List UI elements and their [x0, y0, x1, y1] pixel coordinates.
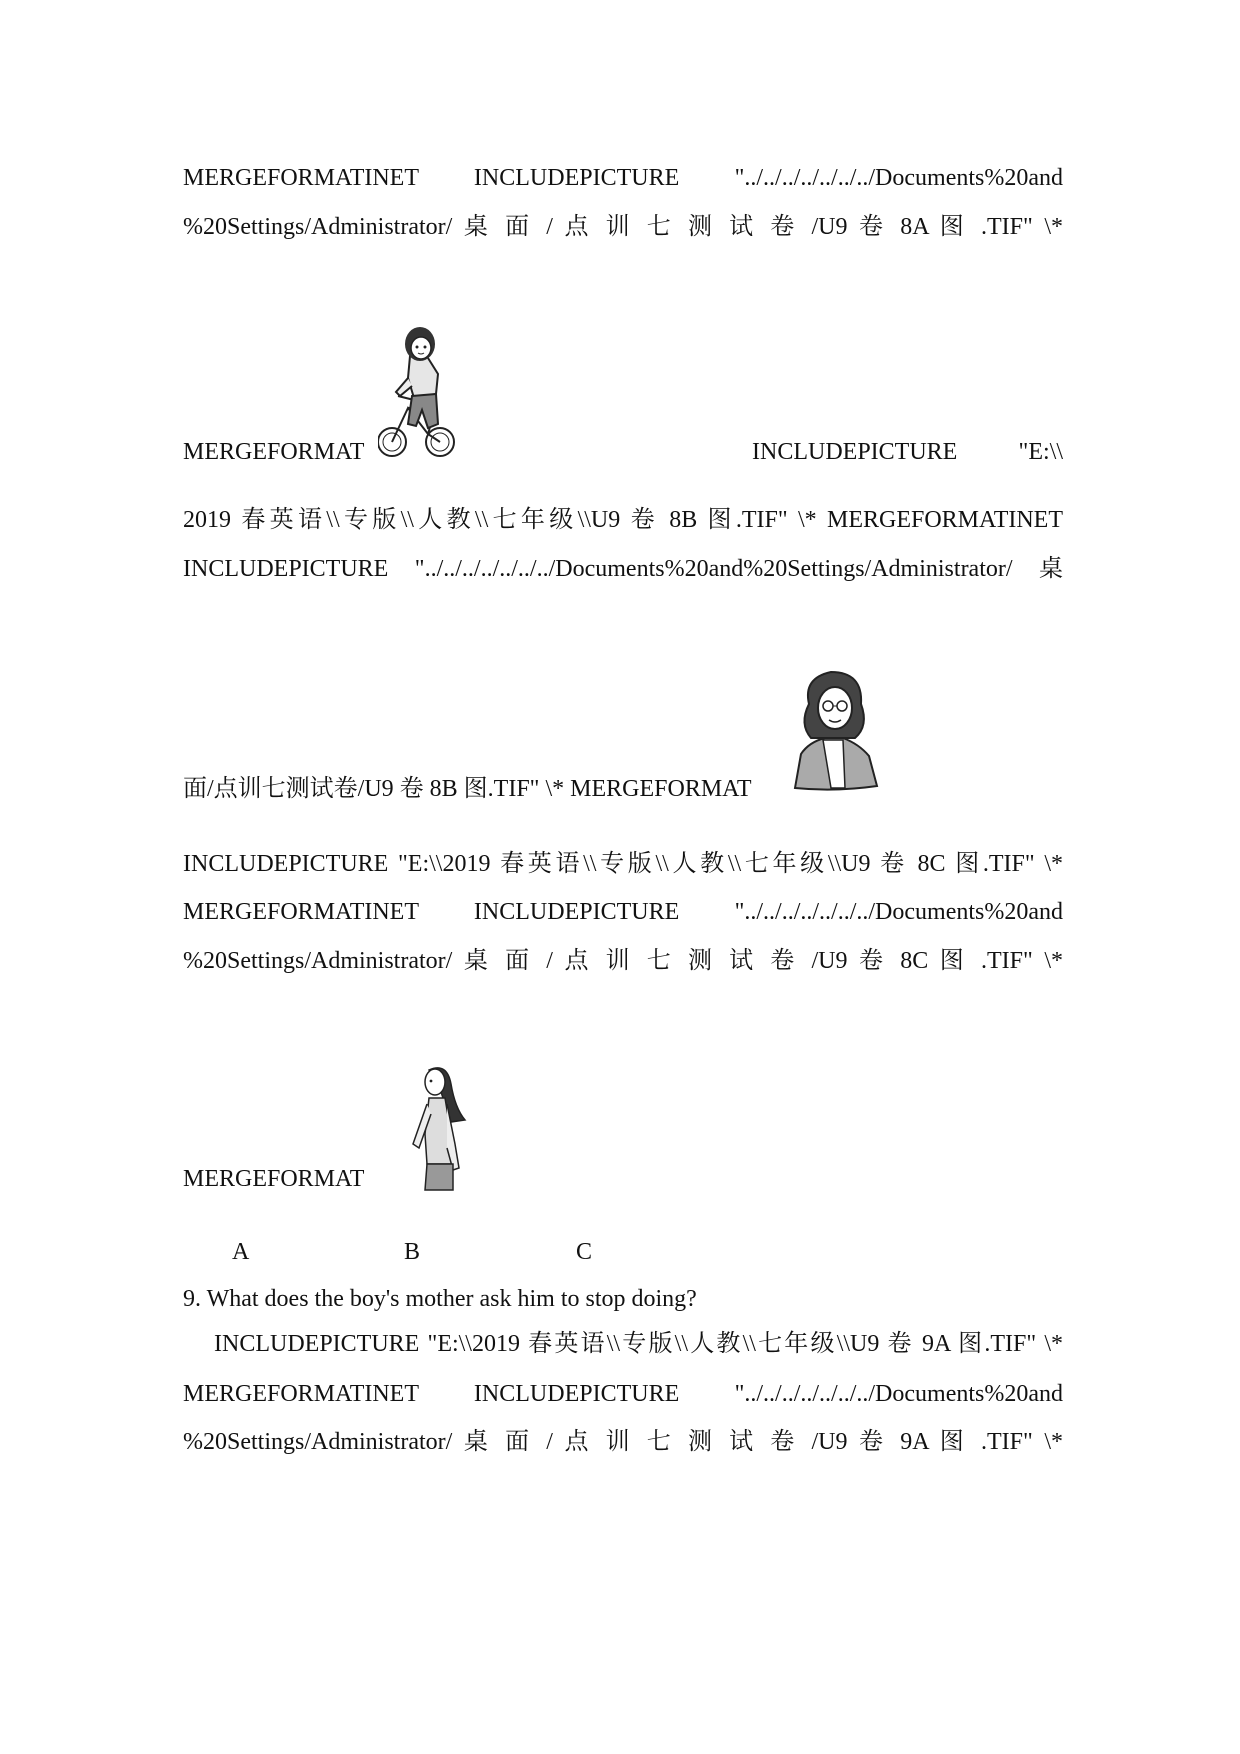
- field-code-line-3b-text: INCLUDEPICTURE "E:\\: [752, 439, 1063, 465]
- field-code-line-6: 面/点训七测试卷/U9 卷 8B 图.TIF" \* MERGEFORMAT: [183, 776, 752, 802]
- field-code-line-2: %20Settings/Administrator/ 桌 面 / 点 训 七 测 试 卷 /U9 卷 8A 图 .TIF" \*: [183, 214, 1063, 240]
- field-code-line-1: MERGEFORMATINET INCLUDEPICTURE "../../../../../../../Documents%20and: [183, 165, 1063, 191]
- woman-with-glasses-illustration: [785, 668, 881, 793]
- field-code-line-13: %20Settings/Administrator/ 桌 面 / 点 训 七 测 试 卷 /U9 卷 9A 图 .TIF" \*: [183, 1429, 1063, 1455]
- field-code-line-5: INCLUDEPICTURE "../../../../../../../Documents%20and%20Settings/Administrator/ 桌: [183, 556, 1063, 582]
- field-code-line-7: INCLUDEPICTURE "E:\\2019 春英语\\专版\\人教\\七年级\\U9 卷 8C 图.TIF" \*: [183, 851, 1063, 877]
- field-code-line-4: 2019 春英语\\专版\\人教\\七年级\\U9 卷 8B 图.TIF" \* MERGEFORMATINET: [183, 507, 1063, 533]
- option-a-label: A: [232, 1239, 250, 1265]
- field-code-line-9: %20Settings/Administrator/ 桌 面 / 点 训 七 测 试 卷 /U9 卷 8C 图 .TIF" \*: [183, 948, 1063, 974]
- option-b-label: B: [404, 1239, 421, 1265]
- field-code-line-10: MERGEFORMAT: [183, 1166, 365, 1192]
- woman-standing-illustration: [403, 1064, 473, 1192]
- option-c-label: C: [576, 1239, 593, 1265]
- girl-riding-bike-illustration: [378, 326, 458, 463]
- field-code-line-11: INCLUDEPICTURE "E:\\2019 春英语\\专版\\人教\\七年级\\U9 卷 9A 图.TIF" \*: [214, 1331, 1063, 1357]
- field-code-line-12: MERGEFORMATINET INCLUDEPICTURE "../../../../../../../Documents%20and: [183, 1381, 1063, 1407]
- field-code-line-8: MERGEFORMATINET INCLUDEPICTURE "../../../../../../../Documents%20and: [183, 899, 1063, 925]
- field-code-line-3b: [752, 437, 1063, 467]
- question-9: 9. What does the boy's mother ask him to stop doing?: [183, 1286, 697, 1312]
- field-code-line-3a: MERGEFORMAT: [183, 439, 365, 465]
